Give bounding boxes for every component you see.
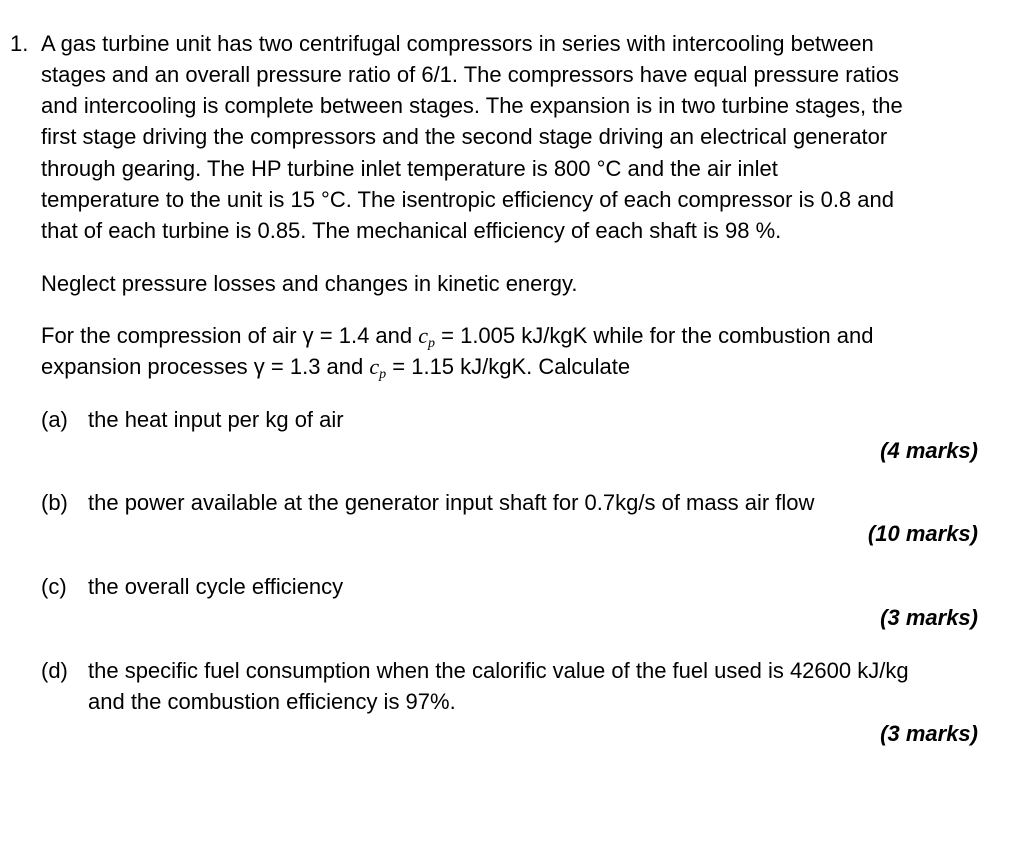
part-text: the heat input per kg of air	[88, 407, 344, 432]
part-text-continued: and the combustion efficiency is 97%.	[88, 689, 456, 714]
neglect-note: Neglect pressure losses and changes in kinetic energy.	[41, 271, 578, 296]
marks-label: (3 marks)	[880, 721, 978, 746]
question-line-2: stages and an overall pressure ratio of 6/1. The compressors have equal pressure ratios	[41, 62, 900, 87]
part-label: (a)	[41, 407, 68, 432]
question-line-4: first stage driving the compressors and the second stage driving an electrical generator	[41, 124, 888, 149]
question-line-7: that of each turbine is 0.85. The mechanical efficiency of each shaft is 98 %.	[41, 218, 782, 243]
part-label: (c)	[41, 574, 67, 599]
part-label: (d)	[41, 658, 68, 683]
marks-label: (3 marks)	[880, 605, 978, 630]
part-text: the power available at the generator input shaft for 0.7kg/s of mass air flow	[88, 490, 815, 515]
part-text: the specific fuel consumption when the calorific value of the fuel used is 42600 kJ/kg	[88, 658, 909, 683]
question-line-1: A gas turbine unit has two centrifugal compressors in series with intercooling between	[41, 31, 874, 56]
question-line-6: temperature to the unit is 15 °C. The isentropic efficiency of each compressor is 0.8 and	[41, 187, 894, 212]
question-line-5: through gearing. The HP turbine inlet temperature is 800 °C and the air inlet	[41, 156, 778, 181]
part-text: the overall cycle efficiency	[88, 574, 344, 599]
air-properties-line: For the compression of air γ = 1.4 and $c_p = 1.005$ kJ/kgK while for the combustion and	[41, 323, 874, 351]
marks-label: (4 marks)	[880, 438, 978, 463]
part-label: (b)	[41, 490, 68, 515]
question-number: 1.	[10, 31, 29, 56]
marks-label: (10 marks)	[867, 521, 978, 546]
gas-properties-line: expansion processes γ = 1.3 and $c_p = 1.15$ kJ/kgK. Calculate	[41, 354, 631, 382]
question-line-3: and intercooling is complete between stages. The expansion is in two turbine stages, the	[41, 93, 903, 118]
